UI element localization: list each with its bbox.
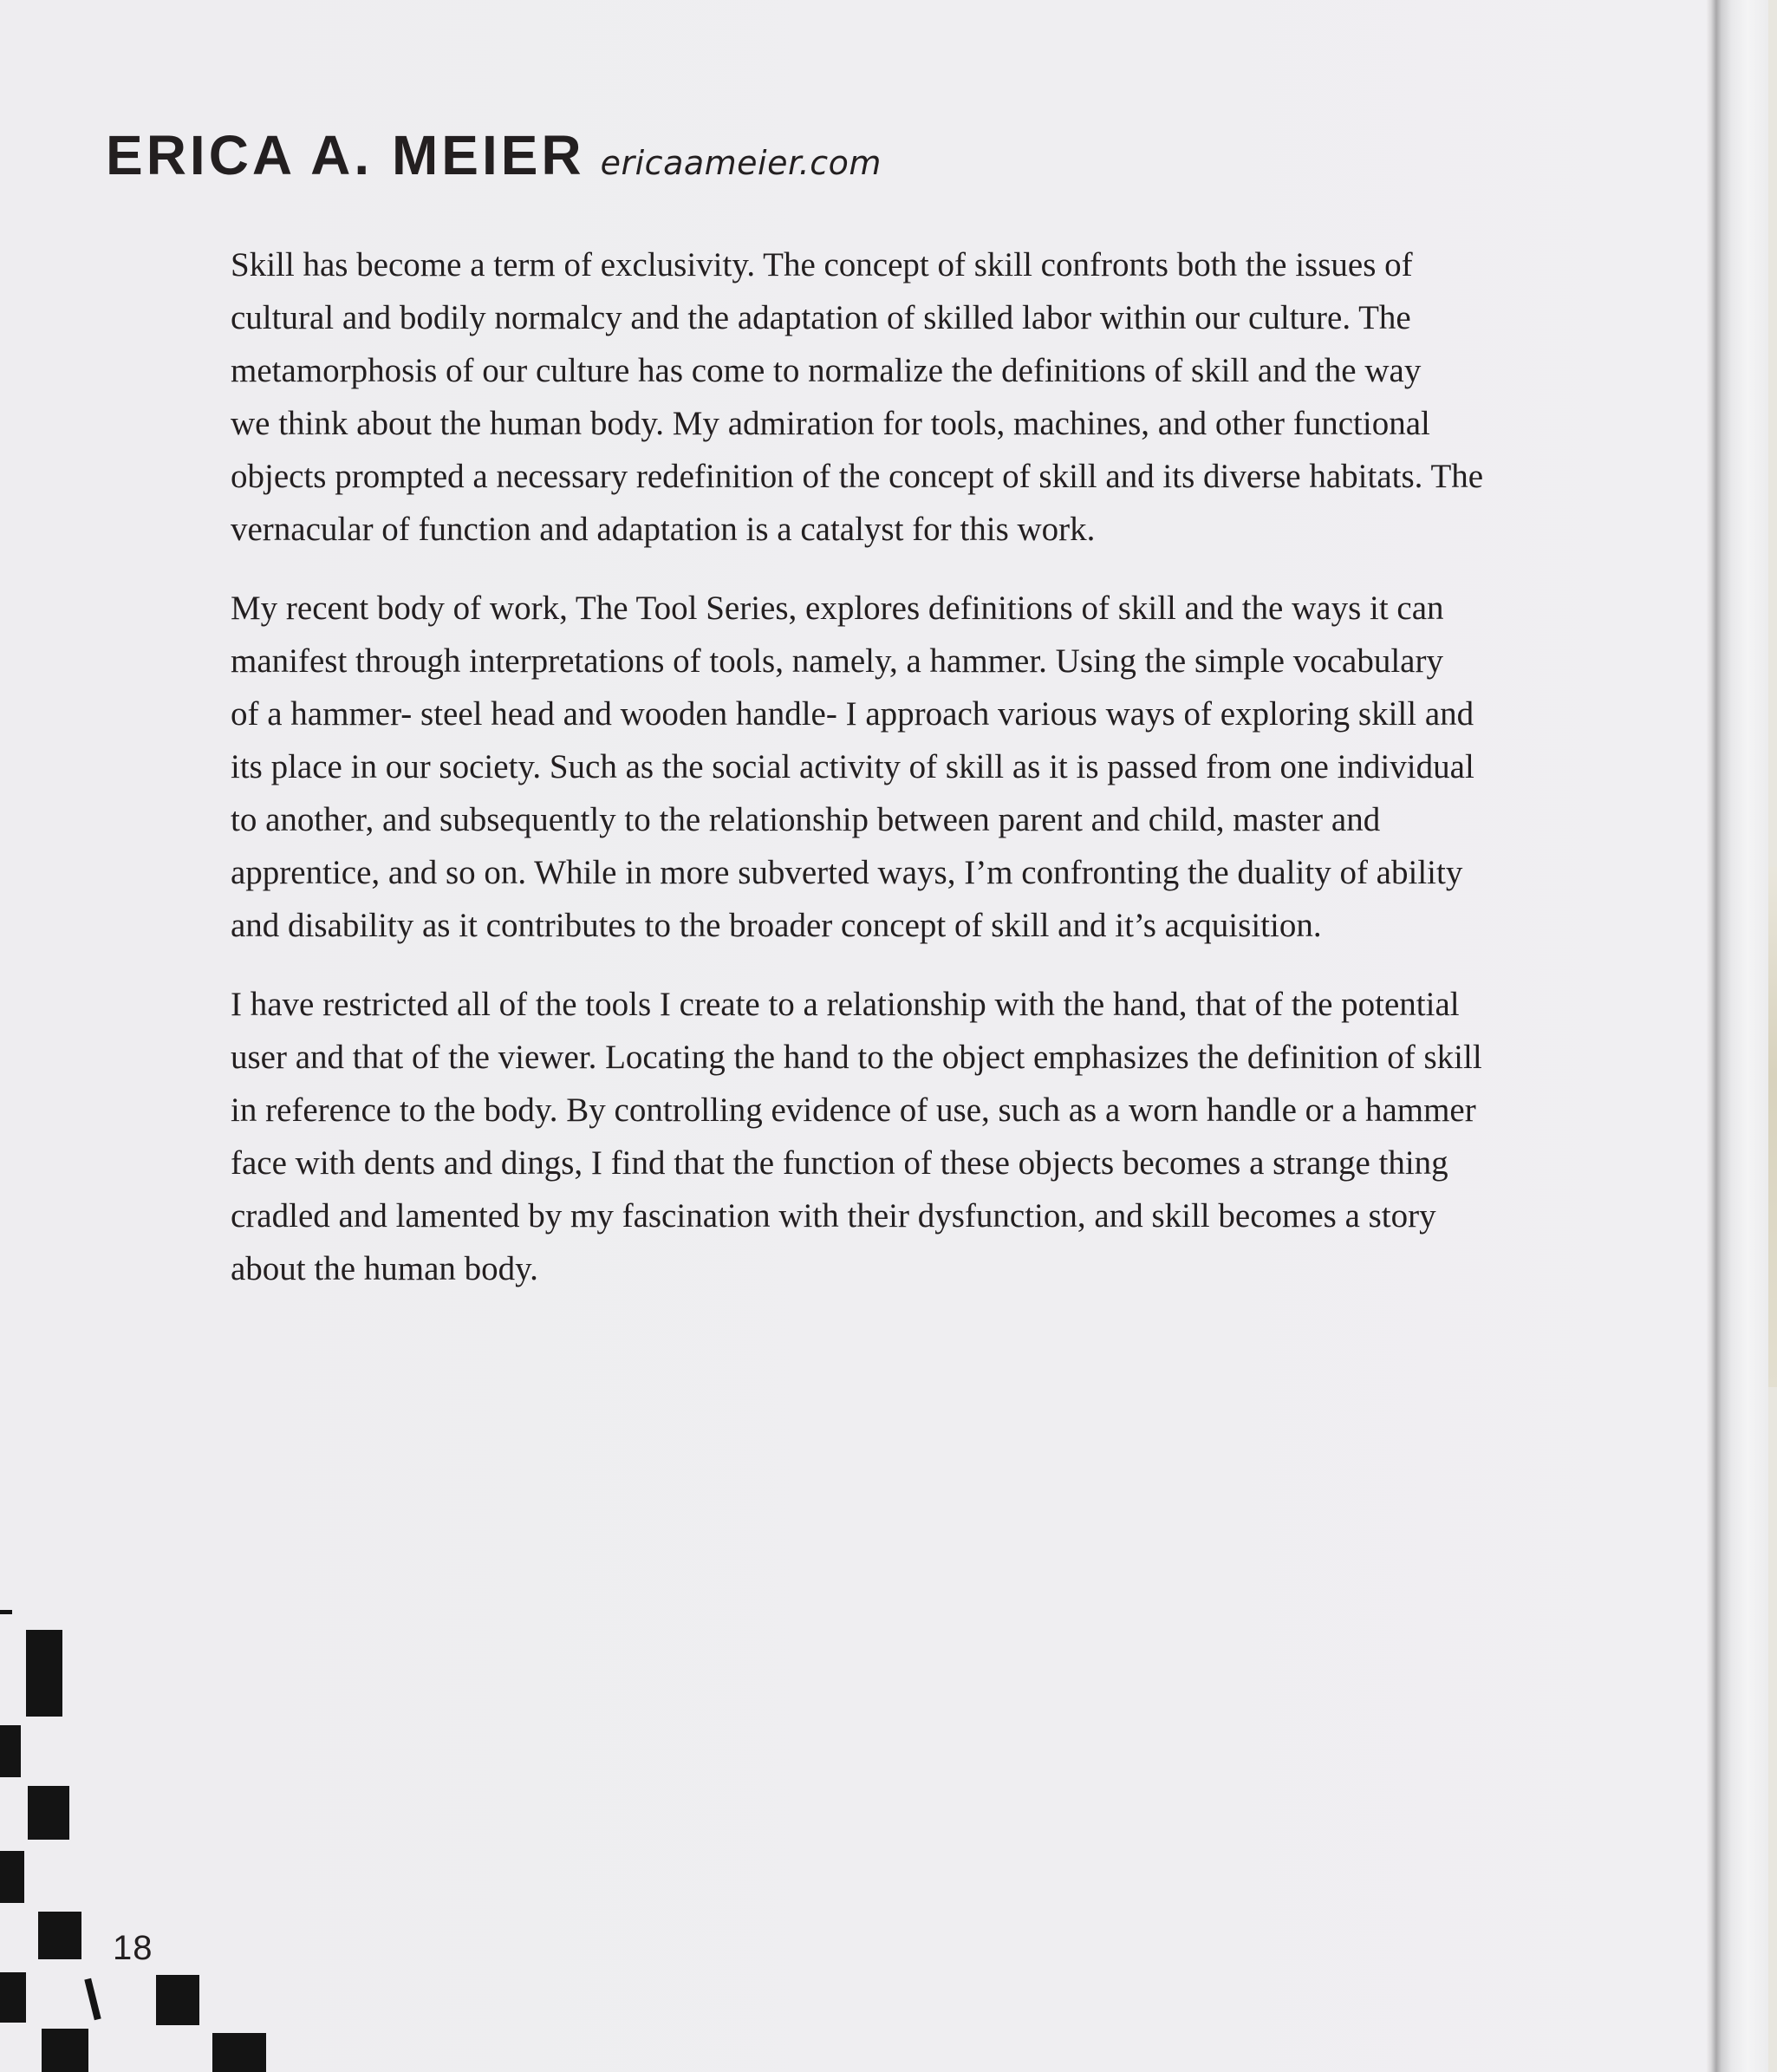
text-line: apprentice, and so on. While in more subverted ways, I’m confronting the duality of ability <box>231 854 1463 891</box>
decorative-block <box>42 2029 88 2072</box>
decorative-block <box>0 1851 24 1903</box>
text-line: cultural and bodily normalcy and the adaptation of skilled labor within our culture. The <box>231 299 1411 336</box>
text-line: we think about the human body. My admiration for tools, machines, and other functional <box>231 405 1430 442</box>
statement-paragraph-2 <box>231 582 1574 952</box>
text-line: to another, and subsequently to the relationship between parent and child, master and <box>231 801 1381 838</box>
decorative-block <box>0 1610 12 1614</box>
text-line: I have restricted all of the tools I create to a relationship with the hand, that of the potential <box>231 986 1460 1023</box>
book-spine-gutter <box>1706 0 1777 2072</box>
page-number: 18 <box>113 1929 153 1967</box>
text-line: of a hammer- steel head and wooden handle- I approach various ways of exploring skill and <box>231 695 1474 733</box>
text-line: metamorphosis of our culture has come to normalize the definitions of skill and the way <box>231 352 1422 389</box>
text-line: user and that of the viewer. Locating the hand to the object emphasizes the definition of skill <box>231 1039 1482 1076</box>
text-line: vernacular of function and adaptation is a catalyst for this work. <box>231 511 1096 548</box>
text-line: and disability as it contributes to the broader concept of skill and it’s acquisition. <box>231 907 1322 944</box>
decorative-block <box>156 1975 199 2025</box>
decorative-block <box>28 1786 69 1840</box>
text-line: manifest through interpretations of tools, namely, a hammer. Using the simple vocabulary <box>231 642 1443 680</box>
text-line: its place in our society. Such as the social activity of skill as it is passed from one individual <box>231 748 1474 785</box>
text-line: objects prompted a necessary redefinition of the concept of skill and its diverse habitats. The <box>231 458 1484 495</box>
text-line: My recent body of work, The Tool Series, explores definitions of skill and the ways it can <box>231 590 1444 627</box>
text-line: in reference to the body. By controlling evidence of use, such as a worn handle or a hammer <box>231 1091 1476 1129</box>
artist-name: ERICA A. MEIER <box>106 124 585 186</box>
decorative-block <box>38 1912 81 1959</box>
page-curl <box>1768 867 1777 1387</box>
statement-paragraph-3 <box>231 978 1574 1295</box>
artist-header <box>106 123 882 187</box>
statement-paragraph-1 <box>231 238 1574 556</box>
text-line: about the human body. <box>231 1250 538 1287</box>
artist-website: ericaameier.com <box>600 144 882 182</box>
decorative-block <box>26 1630 62 1717</box>
artist-statement <box>231 238 1574 1321</box>
page-edge <box>1768 0 1777 2072</box>
text-line: cradled and lamented by my fascination with their dysfunction, and skill becomes a story <box>231 1197 1436 1235</box>
text-line: Skill has become a term of exclusivity. The concept of skill confronts both the issues of <box>231 246 1413 283</box>
decorative-block <box>0 1725 21 1777</box>
decorative-block <box>0 1972 26 2023</box>
decorative-block <box>84 1978 101 2021</box>
text-line: face with dents and dings, I find that the function of these objects becomes a strange thing <box>231 1144 1448 1182</box>
decorative-block <box>212 2033 266 2072</box>
